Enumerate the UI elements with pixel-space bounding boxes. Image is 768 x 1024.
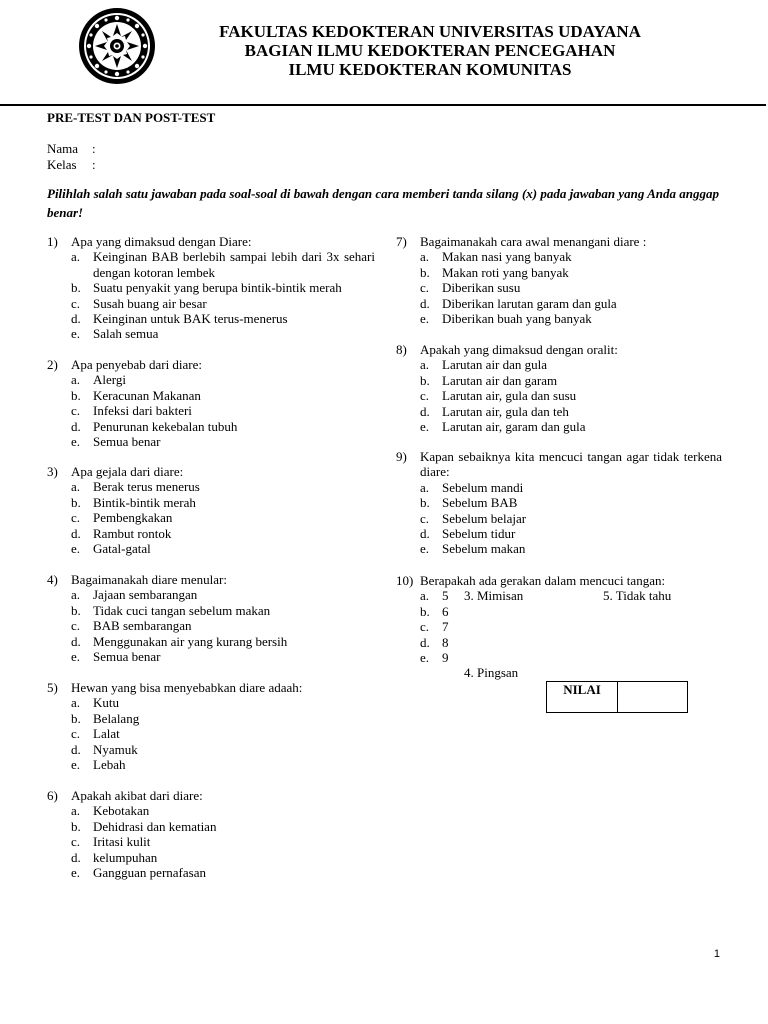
score-label: NILAI bbox=[547, 682, 618, 712]
question-text: Apa gejala dari diare: bbox=[71, 464, 184, 479]
question-8 bbox=[396, 342, 722, 434]
question-number: 4) bbox=[47, 572, 58, 587]
answer-option[interactable] bbox=[47, 403, 375, 418]
answer-option[interactable] bbox=[47, 742, 375, 757]
answer-option[interactable] bbox=[47, 311, 375, 326]
stray-item-mimisan: 3. Mimisan bbox=[464, 588, 524, 603]
header-faculty: FAKULTAS KEDOKTERAN UNIVERSITAS UDAYANA bbox=[219, 22, 641, 41]
question-stem bbox=[47, 234, 375, 249]
answer-option[interactable] bbox=[47, 803, 375, 818]
option-text: Sebelum mandi bbox=[442, 479, 524, 495]
option-letter: d. bbox=[71, 849, 81, 865]
option-text: 7 bbox=[442, 619, 449, 635]
option-text: 5 bbox=[442, 588, 449, 604]
answer-option[interactable] bbox=[47, 695, 375, 710]
answer-option[interactable] bbox=[47, 757, 375, 772]
question-4 bbox=[47, 572, 375, 664]
answer-option[interactable] bbox=[47, 526, 375, 541]
answer-option[interactable] bbox=[47, 326, 375, 341]
answer-option[interactable] bbox=[396, 619, 722, 634]
answer-option[interactable] bbox=[47, 618, 375, 633]
question-number: 6) bbox=[47, 788, 58, 803]
option-text: Gangguan pernafasan bbox=[93, 865, 206, 881]
option-text: Nyamuk bbox=[93, 741, 138, 757]
answer-option[interactable] bbox=[47, 541, 375, 556]
question-stem bbox=[47, 572, 375, 587]
question-9 bbox=[396, 449, 722, 557]
option-letter: d. bbox=[420, 526, 430, 542]
option-text: Alergi bbox=[93, 372, 126, 388]
question-6 bbox=[47, 788, 375, 880]
answer-option[interactable] bbox=[396, 357, 722, 372]
option-text: Diberikan susu bbox=[442, 280, 521, 296]
answer-option[interactable] bbox=[396, 526, 722, 541]
question-number: 5) bbox=[47, 680, 58, 695]
answer-option[interactable] bbox=[47, 819, 375, 834]
answer-option[interactable] bbox=[396, 588, 722, 603]
question-text: Apa penyebab dari diare: bbox=[71, 357, 203, 372]
kelas-label: Kelas bbox=[47, 157, 77, 172]
option-text: Makan nasi yang banyak bbox=[442, 249, 572, 265]
option-text: Suatu penyakit yang berupa bintik-bintik merah bbox=[93, 280, 342, 296]
answer-option[interactable] bbox=[396, 280, 722, 295]
option-letter: a. bbox=[71, 803, 81, 819]
option-text: 8 bbox=[442, 634, 449, 650]
answer-option[interactable] bbox=[396, 604, 722, 619]
option-letter: a. bbox=[420, 588, 430, 604]
option-letter: b. bbox=[420, 372, 430, 388]
option-text: Lebah bbox=[93, 757, 126, 773]
option-text: kelumpuhan bbox=[93, 849, 158, 865]
answer-option[interactable] bbox=[47, 388, 375, 403]
option-letter: d. bbox=[71, 633, 81, 649]
option-letter: d. bbox=[420, 634, 430, 650]
option-text: Keinginan untuk BAK terus-menerus bbox=[93, 311, 288, 327]
option-text: Tidak cuci tangan sebelum makan bbox=[93, 602, 271, 618]
question-stem bbox=[396, 342, 722, 357]
answer-option[interactable] bbox=[47, 510, 375, 525]
option-letter: b. bbox=[71, 710, 81, 726]
answer-option[interactable] bbox=[396, 650, 722, 665]
option-text: Larutan air, gula dan teh bbox=[442, 403, 569, 419]
option-text: Diberikan larutan garam dan gula bbox=[442, 295, 617, 311]
question-3 bbox=[47, 464, 375, 556]
option-letter: c. bbox=[71, 403, 81, 419]
question-text: Berapakah ada gerakan dalam mencuci tangan: bbox=[420, 573, 666, 588]
question-number: 1) bbox=[47, 234, 58, 249]
answer-option[interactable] bbox=[396, 511, 722, 526]
option-letter: d. bbox=[420, 295, 430, 311]
option-text: Menggunakan air yang kurang bersih bbox=[93, 633, 288, 649]
option-text: Larutan air, gula dan susu bbox=[442, 388, 577, 404]
option-text: Bintik-bintik merah bbox=[93, 494, 196, 510]
option-letter: a. bbox=[71, 249, 81, 265]
option-text: Semua benar bbox=[93, 434, 161, 450]
option-letter: b. bbox=[71, 818, 81, 834]
option-text: Kutu bbox=[93, 695, 119, 711]
question-number: 2) bbox=[47, 357, 58, 372]
option-text: Makan roti yang banyak bbox=[442, 264, 569, 280]
option-text: Infeksi dari bakteri bbox=[93, 403, 192, 419]
option-text: Gatal-gatal bbox=[93, 541, 151, 557]
option-letter: e. bbox=[420, 650, 430, 666]
question-number: 8) bbox=[396, 342, 407, 357]
question-number: 10) bbox=[396, 573, 414, 588]
option-text: Keracunan Makanan bbox=[93, 387, 201, 403]
answer-option[interactable] bbox=[396, 419, 722, 434]
option-letter: e. bbox=[71, 326, 81, 342]
answer-option[interactable] bbox=[396, 495, 722, 510]
option-letter: a. bbox=[420, 249, 430, 265]
question-text: Kapan sebaiknya kita mencuci tangan agar tidak terkena diare: bbox=[420, 449, 722, 480]
question-5 bbox=[47, 680, 375, 772]
answer-option[interactable] bbox=[396, 296, 722, 311]
option-letter: b. bbox=[71, 494, 81, 510]
option-letter: c. bbox=[71, 726, 81, 742]
option-letter: b. bbox=[420, 264, 430, 280]
option-text: BAB sembarangan bbox=[93, 618, 192, 634]
option-text: Diberikan buah yang banyak bbox=[442, 311, 592, 327]
option-text: Belalang bbox=[93, 710, 140, 726]
answer-option[interactable] bbox=[396, 388, 722, 403]
header-program: ILMU KEDOKTERAN KOMUNITAS bbox=[288, 60, 572, 79]
option-text: Sebelum belajar bbox=[442, 510, 527, 526]
answer-option[interactable] bbox=[47, 296, 375, 311]
option-text: Lalat bbox=[93, 726, 120, 742]
option-text: Semua benar bbox=[93, 649, 161, 665]
option-text: Larutan air, garam dan gula bbox=[442, 419, 586, 435]
option-letter: b. bbox=[71, 387, 81, 403]
option-letter: c. bbox=[420, 619, 430, 635]
answer-option[interactable] bbox=[47, 649, 375, 664]
question-number: 9) bbox=[396, 449, 407, 464]
university-seal-logo bbox=[77, 6, 157, 86]
question-stem bbox=[47, 788, 375, 803]
option-letter: e. bbox=[71, 541, 81, 557]
option-text: Kebotakan bbox=[93, 803, 150, 819]
answer-option[interactable] bbox=[396, 249, 722, 264]
question-number: 7) bbox=[396, 234, 407, 249]
option-text: Keinginan BAB berlebih sampai lebih dari 3x sehari dengan kotoran lembek bbox=[93, 249, 375, 280]
question-stem bbox=[47, 357, 375, 372]
option-letter: c. bbox=[71, 295, 81, 311]
answer-option[interactable] bbox=[47, 434, 375, 449]
option-text: Iritasi kulit bbox=[93, 834, 151, 850]
nama-colon: : bbox=[92, 141, 96, 156]
question-stem bbox=[47, 464, 375, 479]
option-letter: e. bbox=[71, 649, 81, 665]
header-divider bbox=[0, 104, 766, 106]
answer-option[interactable] bbox=[47, 711, 375, 726]
option-text: Sebelum tidur bbox=[442, 526, 516, 542]
option-letter: d. bbox=[71, 525, 81, 541]
answer-option[interactable] bbox=[396, 635, 722, 650]
answer-option[interactable] bbox=[396, 265, 722, 280]
answer-option[interactable] bbox=[47, 249, 375, 280]
option-letter: e. bbox=[71, 865, 81, 881]
answer-option[interactable] bbox=[47, 634, 375, 649]
option-letter: d. bbox=[71, 741, 81, 757]
option-letter: a. bbox=[71, 587, 81, 603]
answer-option[interactable] bbox=[47, 495, 375, 510]
answer-option[interactable] bbox=[47, 587, 375, 602]
answer-option[interactable] bbox=[47, 419, 375, 434]
option-text: Dehidrasi dan kematian bbox=[93, 818, 217, 834]
option-text: Berak terus menerus bbox=[93, 479, 200, 495]
option-text: Larutan air dan garam bbox=[442, 372, 558, 388]
option-letter: c. bbox=[71, 618, 81, 634]
option-letter: a. bbox=[71, 479, 81, 495]
stray-item-tidak-tahu: 5. Tidak tahu bbox=[603, 588, 672, 603]
option-letter: a. bbox=[420, 479, 430, 495]
stray-item-pingsan: 4. Pingsan bbox=[464, 665, 519, 680]
question-stem bbox=[396, 573, 722, 588]
option-letter: a. bbox=[71, 372, 81, 388]
option-letter: e. bbox=[420, 541, 430, 557]
question-2 bbox=[47, 357, 375, 449]
option-letter: b. bbox=[420, 603, 430, 619]
option-letter: d. bbox=[71, 311, 81, 327]
answer-option[interactable] bbox=[47, 280, 375, 295]
option-text: Sebelum BAB bbox=[442, 495, 518, 511]
answer-option[interactable] bbox=[47, 479, 375, 494]
question-text: Bagaimanakah cara awal menangani diare : bbox=[420, 234, 647, 249]
option-letter: a. bbox=[71, 695, 81, 711]
answer-option[interactable] bbox=[47, 834, 375, 849]
option-letter: c. bbox=[71, 834, 81, 850]
option-text: Susah buang air besar bbox=[93, 295, 207, 311]
option-letter: c. bbox=[420, 388, 430, 404]
option-text: Salah semua bbox=[93, 326, 159, 342]
answer-option[interactable] bbox=[47, 850, 375, 865]
question-text: Bagaimanakah diare menular: bbox=[71, 572, 227, 587]
option-letter: d. bbox=[71, 418, 81, 434]
answer-option[interactable] bbox=[47, 372, 375, 387]
question-stem bbox=[396, 449, 722, 480]
question-1 bbox=[47, 234, 375, 342]
option-letter: e. bbox=[420, 419, 430, 435]
option-letter: b. bbox=[420, 495, 430, 511]
question-number: 3) bbox=[47, 464, 58, 479]
question-7 bbox=[396, 234, 722, 326]
option-text: 9 bbox=[442, 650, 449, 666]
option-letter: e. bbox=[71, 757, 81, 773]
question-stem bbox=[396, 234, 722, 249]
header-department: BAGIAN ILMU KEDOKTERAN PENCEGAHAN bbox=[244, 41, 616, 60]
option-text: Larutan air dan gula bbox=[442, 357, 548, 373]
answer-option[interactable] bbox=[396, 480, 722, 495]
option-letter: a. bbox=[420, 357, 430, 373]
instruction-text: Pilihlah salah satu jawaban pada soal-soal di bawah dengan cara memberi tanda silang (x) pada jawaban yang Anda anggap benar! bbox=[47, 186, 720, 220]
answer-option[interactable] bbox=[396, 541, 722, 556]
question-text: Apakah yang dimaksud dengan oralit: bbox=[420, 342, 618, 357]
option-letter: b. bbox=[71, 602, 81, 618]
answer-option[interactable] bbox=[396, 373, 722, 388]
option-text: Penurunan kekebalan tubuh bbox=[93, 418, 238, 434]
option-text: Pembengkakan bbox=[93, 510, 173, 526]
kelas-colon: : bbox=[92, 157, 96, 172]
score-box bbox=[546, 681, 688, 713]
answer-option[interactable] bbox=[396, 404, 722, 419]
question-text: Apa yang dimaksud dengan Diare: bbox=[71, 234, 252, 249]
page-number: 1 bbox=[713, 948, 720, 960]
answer-option[interactable] bbox=[47, 603, 375, 618]
option-letter: e. bbox=[420, 311, 430, 327]
answer-option[interactable] bbox=[47, 726, 375, 741]
score-value-cell[interactable] bbox=[618, 682, 687, 712]
option-letter: c. bbox=[71, 510, 81, 526]
question-10 bbox=[396, 573, 722, 665]
nama-label: Nama bbox=[47, 141, 79, 156]
option-letter: c. bbox=[420, 280, 430, 296]
question-text: Hewan yang bisa menyebabkan diare adaah: bbox=[71, 680, 303, 695]
option-text: Rambut rontok bbox=[93, 525, 172, 541]
option-text: Sebelum makan bbox=[442, 541, 526, 557]
option-letter: e. bbox=[71, 434, 81, 450]
option-letter: c. bbox=[420, 510, 430, 526]
test-title: PRE-TEST DAN POST-TEST bbox=[47, 110, 216, 125]
option-text: 6 bbox=[442, 603, 449, 619]
answer-option[interactable] bbox=[47, 865, 375, 880]
question-stem bbox=[47, 680, 375, 695]
option-text: Jajaan sembarangan bbox=[93, 587, 198, 603]
question-text: Apakah akibat dari diare: bbox=[71, 788, 203, 803]
option-letter: b. bbox=[71, 280, 81, 296]
option-letter: d. bbox=[420, 403, 430, 419]
answer-option[interactable] bbox=[396, 311, 722, 326]
